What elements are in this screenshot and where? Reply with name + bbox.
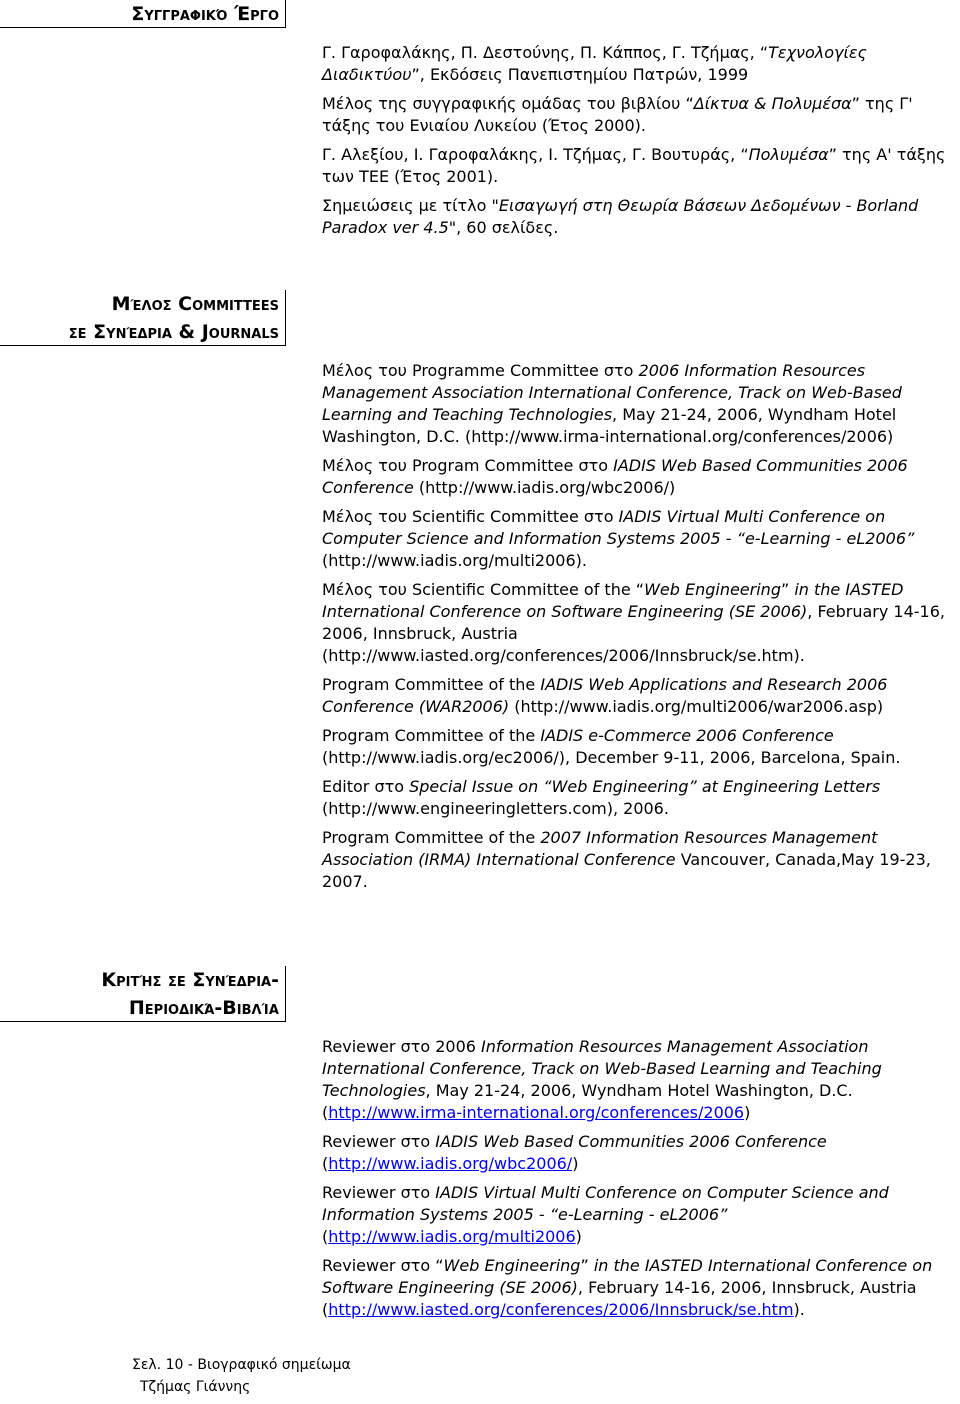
entry-title: Δίκτυα & Πολυμέσα bbox=[693, 94, 852, 113]
entry-title: Information Resources Management Association International Conference, Track on Web-Based Learning and Teaching Technologies bbox=[322, 1037, 882, 1100]
footer-author: Τζήμας Γιάννης bbox=[140, 1379, 251, 1395]
entry-text: ( bbox=[322, 1227, 329, 1246]
list-item bbox=[322, 506, 952, 572]
entry-title: Web Engineering bbox=[443, 1256, 581, 1275]
entry-title: IADIS Web Based Communities 2006 Conference bbox=[322, 456, 908, 497]
list-item bbox=[322, 1255, 952, 1321]
heading-line: Περιοδικά-Βιβλία bbox=[128, 997, 279, 1019]
reviewer-list bbox=[322, 1036, 952, 1328]
entry-text: Program Committee of the bbox=[322, 726, 541, 745]
entry-text: Μέλος του Programme Committee στο bbox=[322, 361, 639, 380]
section-heading-committees bbox=[0, 290, 286, 346]
entry-text: ” bbox=[580, 1256, 594, 1275]
entry-title: in the IASTED International Conference on Software Engineering (SE 2006) bbox=[322, 580, 904, 621]
entry-title: Τεχνολογίες Διαδικτύου bbox=[322, 43, 867, 84]
entry-link[interactable]: http://www.iadis.org/multi2006 bbox=[328, 1227, 576, 1246]
entry-title: Πολυμέσα bbox=[748, 145, 829, 164]
entry-link[interactable]: http://www.irma-international.org/conferences/2006 bbox=[328, 1103, 745, 1122]
entry-text: , February 14-16, 2006, Innsbruck, Austria (http://www.iasted.org/conferences/2006/Innsbruck/se.htm). bbox=[322, 602, 945, 665]
list-item bbox=[322, 776, 952, 820]
authorship-list bbox=[322, 42, 952, 246]
entry-text: ) bbox=[572, 1154, 579, 1173]
list-item bbox=[322, 579, 952, 667]
entry-title: Web Engineering bbox=[644, 580, 781, 599]
entry-text: Μέλος του Program Committee στο bbox=[322, 456, 614, 475]
heading-text: Συγγραφικό Έργο bbox=[131, 3, 279, 25]
entry-link[interactable]: http://www.iasted.org/conferences/2006/Innsbruck/se.htm bbox=[328, 1300, 794, 1319]
entry-title: Εισαγωγή στη Θεωρία Βάσεων Δεδομένων - Borland Paradox ver 4.5 bbox=[322, 196, 919, 237]
entry-title: IADIS e-Commerce 2006 Conference bbox=[540, 726, 834, 745]
entry-title: in the IASTED International Conference on Software Engineering (SE 2006) bbox=[322, 1256, 933, 1297]
entry-text: ", 60 σελίδες. bbox=[448, 218, 559, 237]
entry-text: ( bbox=[322, 1154, 329, 1173]
heading-line: Κριτής σε Συνέδρια- bbox=[101, 969, 279, 991]
entry-text: Reviewer στο bbox=[322, 1183, 436, 1202]
entry-title: IADIS Virtual Multi Conference on Computer Science and Information Systems 2005 - “e-Learning - eL2006” bbox=[322, 1183, 889, 1224]
entry-title: 2006 Information Resources Management Association International Conference, Track on Web-Based Learning and Teaching Technologies bbox=[322, 361, 902, 424]
entry-title: IADIS Virtual Multi Conference on Computer Science and Information Systems 2005 - “e-Learning - eL2006” bbox=[322, 507, 915, 548]
entry-text: ” της Α' τάξης των ΤΕΕ (Έτος 2001). bbox=[322, 145, 946, 186]
entry-text: ). bbox=[793, 1300, 805, 1319]
entry-text: (http://www.iadis.org/ec2006/), December 9-11, 2006, Barcelona, Spain. bbox=[322, 748, 901, 767]
committees-list bbox=[322, 360, 952, 900]
entry-text: Μέλος της συγγραφικής ομάδας του βιβλίου “ bbox=[322, 94, 694, 113]
list-item bbox=[322, 42, 952, 86]
heading-line: Μέλος Committees bbox=[111, 293, 279, 315]
entry-title: Special Issue on “Web Engineering” at Engineering Letters bbox=[409, 777, 881, 796]
entry-text: Vancouver, Canada,May 19-23, 2007. bbox=[322, 850, 931, 891]
entry-text: , February 14-16, 2006, Innsbruck, Austria ( bbox=[322, 1278, 917, 1319]
entry-text: ) bbox=[575, 1227, 582, 1246]
entry-text: Editor στο bbox=[322, 777, 410, 796]
section-heading-authorship bbox=[0, 0, 286, 28]
heading-line: σε Συνέδρια & Journals bbox=[68, 321, 279, 343]
entry-text: ” της Γ' τάξης του Ενιαίου Λυκείου (Έτος 2000). bbox=[322, 94, 913, 135]
list-item bbox=[322, 827, 952, 893]
section-heading-reviewer bbox=[0, 966, 286, 1022]
entry-text: ) bbox=[744, 1103, 751, 1122]
entry-text: Σημειώσεις με τίτλο " bbox=[322, 196, 499, 215]
list-item bbox=[322, 93, 952, 137]
list-item bbox=[322, 1036, 952, 1124]
entry-text: Γ. Γαροφαλάκης, Π. Δεστούνης, Π. Κάππος, Γ. Τζήμας, “ bbox=[322, 43, 769, 62]
entry-text: (http://www.iadis.org/multi2006/war2006.asp) bbox=[509, 697, 884, 716]
entry-text: Program Committee of the bbox=[322, 675, 541, 694]
entry-text: , May 21-24, 2006, Wyndham Hotel Washington, D.C. ( bbox=[322, 1081, 853, 1122]
list-item bbox=[322, 360, 952, 448]
entry-text: Μέλος του Scientific Committee στο bbox=[322, 507, 619, 526]
entry-text: ”, Εκδόσεις Πανεπιστημίου Πατρών, 1999 bbox=[411, 65, 749, 84]
list-item bbox=[322, 455, 952, 499]
list-item bbox=[322, 1131, 952, 1175]
entry-text: (http://www.iadis.org/multi2006). bbox=[322, 551, 587, 570]
entry-title: 2007 Information Resources Management Association (IRMA) International Conference bbox=[322, 828, 878, 869]
entry-text: ” bbox=[780, 580, 795, 599]
entry-text: Reviewer στο bbox=[322, 1132, 436, 1151]
entry-text: (http://www.iadis.org/wbc2006/) bbox=[413, 478, 676, 497]
entry-text: Reviewer στο 2006 bbox=[322, 1037, 482, 1056]
entry-text: (http://www.engineeringletters.com), 2006. bbox=[322, 799, 669, 818]
list-item bbox=[322, 195, 952, 239]
entry-text: Γ. Αλεξίου, Ι. Γαροφαλάκης, Ι. Τζήμας, Γ. Βουτυράς, “ bbox=[322, 145, 749, 164]
entry-text: Program Committee of the bbox=[322, 828, 541, 847]
list-item bbox=[322, 1182, 952, 1248]
entry-text: Μέλος του Scientific Committee of the “ bbox=[322, 580, 645, 599]
page-footer bbox=[132, 1354, 351, 1398]
entry-title: IADIS Web Applications and Research 2006 Conference (WAR2006) bbox=[322, 675, 888, 716]
entry-title: IADIS Web Based Communities 2006 Conference bbox=[435, 1132, 827, 1151]
list-item bbox=[322, 144, 952, 188]
entry-text: Reviewer στο “ bbox=[322, 1256, 444, 1275]
entry-link[interactable]: http://www.iadis.org/wbc2006/ bbox=[328, 1154, 573, 1173]
list-item bbox=[322, 725, 952, 769]
entry-text: , May 21-24, 2006, Wyndham Hotel Washington, D.C. (http://www.irma-international.org/conferences/2006) bbox=[322, 405, 897, 446]
list-item bbox=[322, 674, 952, 718]
footer-page-label: Σελ. 10 - Βιογραφικό σημείωμα bbox=[132, 1357, 351, 1373]
